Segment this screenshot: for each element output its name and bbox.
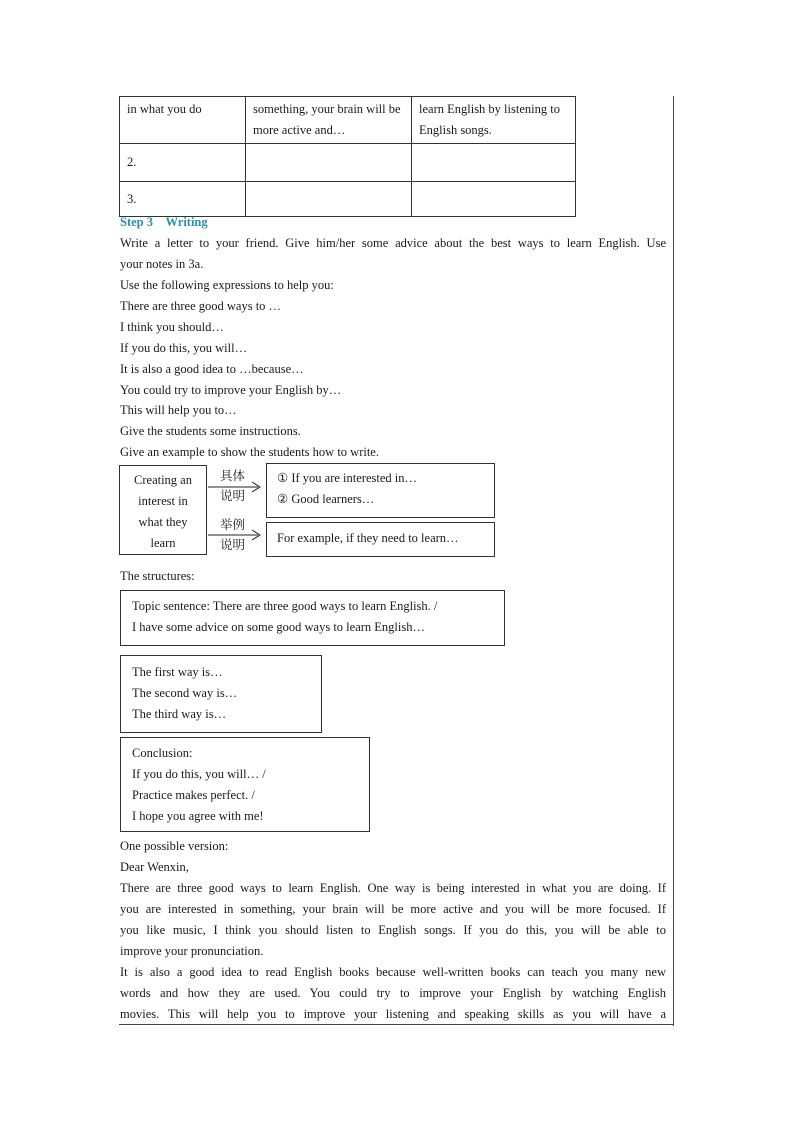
- table-cell: something, your brain will be more active and…: [246, 97, 412, 144]
- structure-text: If you do this, you will… /: [132, 767, 266, 781]
- letter-paragraph-2: [120, 962, 666, 1025]
- use-following-text: Use the following expressions to help you:: [120, 278, 334, 292]
- text-line: you are interested in something, your brain will be more active and you will be more focused. If: [120, 902, 666, 916]
- text-line: your notes in 3a.: [120, 257, 204, 271]
- text-line: There are three good ways to learn English. One way is being interested in what you are doing. If: [120, 881, 666, 895]
- structure-text: Conclusion:: [132, 746, 193, 760]
- structure-text: The second way is…: [132, 686, 238, 700]
- diagram-text: For example, if they need to learn…: [277, 531, 459, 545]
- structure-text: Topic sentence: There are three good ways to learn English. /: [132, 599, 438, 613]
- instruction-line: Give the students some instructions.: [120, 424, 301, 438]
- table-cell: 2.: [120, 144, 246, 182]
- text-line: words and how they are used. You could try to improve your English by watching English: [120, 986, 666, 1000]
- expression-line: It is also a good idea to …because…: [120, 362, 304, 376]
- text-line: movies. This will help you to improve your listening and speaking skills as you will have a: [120, 1007, 666, 1021]
- text-line: Write a letter to your friend. Give him/her some advice about the best ways to learn English. Use: [120, 236, 666, 250]
- conclusion-box: [120, 737, 370, 832]
- diagram-detail-box: [266, 463, 495, 518]
- sample-intro: One possible version:: [120, 839, 229, 853]
- diagram-text: ② Good learners…: [277, 492, 375, 506]
- arrow-label-text: 举例: [220, 517, 246, 532]
- arrow-label-text: 具体: [220, 468, 246, 483]
- structure-text: I have some advice on some good ways to learn English…: [132, 620, 425, 634]
- structure-text: Practice makes perfect. /: [132, 788, 255, 802]
- table-cell: in what you do: [120, 97, 246, 144]
- body-structure-box: [120, 655, 322, 733]
- letter-greeting: Dear Wenxin,: [120, 860, 189, 874]
- expression-line: If you do this, you will…: [120, 341, 248, 355]
- arrow-label-text: 说明: [220, 537, 246, 552]
- text-line: improve your pronunciation.: [120, 944, 264, 958]
- expression-line: I think you should…: [120, 320, 224, 334]
- letter-paragraph-1: [120, 878, 666, 962]
- topic-sentence-box: [120, 590, 505, 646]
- diagram-example-box: [266, 522, 495, 557]
- table-cell: 3.: [120, 182, 246, 217]
- expression-line: You could try to improve your English by…: [120, 383, 342, 397]
- structure-text: The third way is…: [132, 707, 227, 721]
- table-cell: learn English by listening to English songs.: [412, 97, 576, 144]
- step-label: Step 3: [120, 215, 153, 229]
- step-title: Writing: [165, 215, 208, 229]
- structure-text: I hope you agree with me!: [132, 809, 264, 823]
- diagram-text: Creating an: [134, 473, 192, 487]
- page-bottom-rule: [119, 1024, 674, 1025]
- instruction-line: Give an example to show the students how to write.: [120, 445, 379, 459]
- diagram-text: learn: [150, 536, 176, 550]
- text-line: It is also a good idea to read English books because well-written books can teach you many new: [120, 965, 666, 979]
- diagram-text: ① If you are interested in…: [277, 471, 417, 485]
- structures-heading: The structures:: [120, 569, 195, 583]
- expression-line: There are three good ways to …: [120, 299, 282, 313]
- expression-line: This will help you to…: [120, 403, 237, 417]
- structure-text: The first way is…: [132, 665, 223, 679]
- text-line: you like music, I think you should listen to English songs. If you do this, you will be able to: [120, 923, 666, 937]
- diagram-text: what they: [138, 515, 188, 529]
- diagram-text: interest in: [138, 494, 188, 508]
- arrow-label-text: 说明: [220, 488, 246, 503]
